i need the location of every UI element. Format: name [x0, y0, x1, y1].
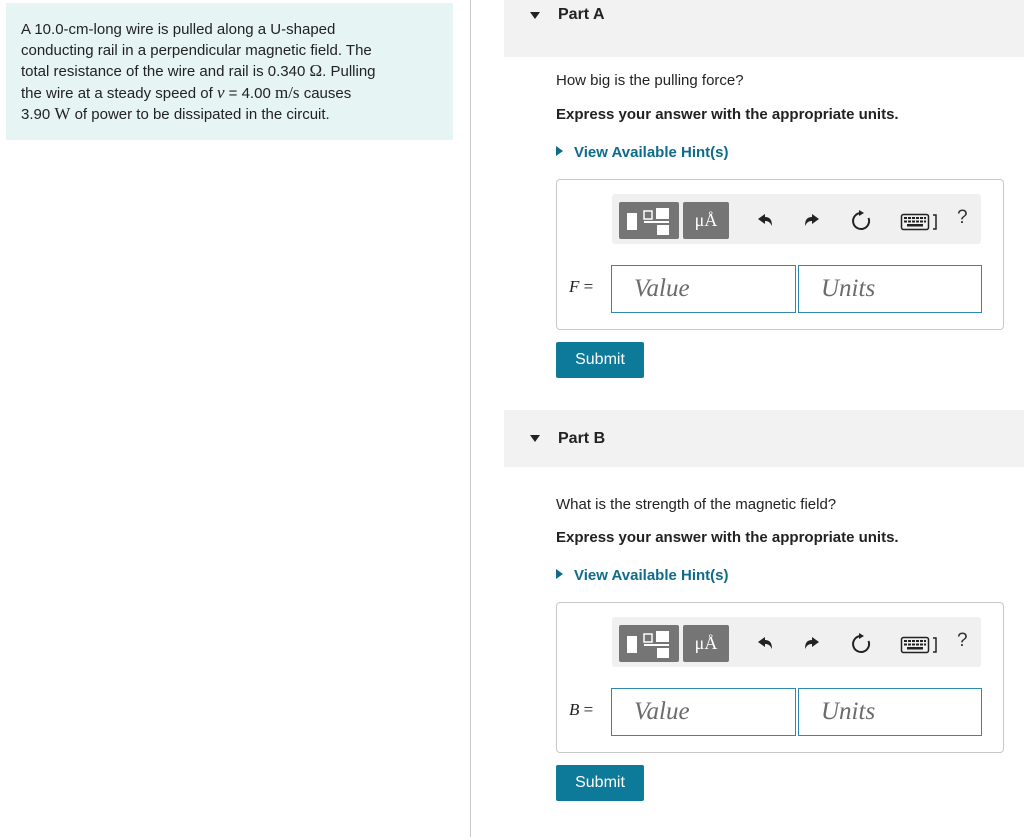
problem-statement: [6, 3, 453, 140]
redo-icon[interactable]: [798, 629, 828, 659]
variable-symbol: F: [569, 277, 580, 296]
part-b-title: Part B: [558, 430, 606, 447]
reset-icon[interactable]: [846, 206, 876, 236]
expand-triangle-icon: [556, 569, 563, 579]
value-input[interactable]: [611, 688, 796, 736]
velocity-symbol: v: [216, 82, 225, 102]
problem-text: of power to be dissipated in the circuit.: [70, 106, 330, 123]
equals-sign: =: [579, 700, 594, 719]
templates-icon[interactable]: [619, 202, 679, 239]
part-a-title: Part A: [558, 6, 605, 23]
watt-symbol: W: [54, 104, 71, 123]
collapse-caret-icon[interactable]: [530, 12, 540, 19]
part-a-header[interactable]: [504, 0, 1024, 57]
problem-text: the wire at a steady speed of: [21, 84, 217, 102]
part-b-hint-link[interactable]: [556, 567, 729, 584]
expand-triangle-icon: [556, 146, 563, 156]
problem-line: [21, 83, 439, 105]
part-b-answer-box: [556, 602, 1004, 753]
part-b-instruction: Express your answer with the appropriate units.: [556, 529, 899, 546]
problem-text: 3.90: [21, 106, 55, 123]
problem-text: . Pulling: [322, 63, 376, 80]
units-input[interactable]: [798, 265, 982, 313]
speed-unit: m/s: [274, 82, 300, 102]
problem-line: [21, 61, 439, 83]
part-a-answer-box: [556, 179, 1004, 330]
variable-symbol: B: [569, 700, 580, 719]
problem-line: [21, 20, 439, 41]
undo-icon[interactable]: [749, 629, 779, 659]
help-icon[interactable]: ?: [957, 630, 968, 651]
math-toolbar: [612, 617, 981, 667]
keyboard-icon[interactable]: [900, 209, 944, 235]
part-b-question: What is the strength of the magnetic field?: [556, 496, 837, 513]
part-a-instruction: Express your answer with the appropriate units.: [556, 106, 899, 123]
hint-label: View Available Hint(s): [574, 567, 729, 584]
part-b-header[interactable]: [504, 410, 1024, 467]
part-a-hint-link[interactable]: [556, 144, 729, 161]
problem-text: causes: [299, 84, 352, 102]
equals-sign: =: [579, 277, 594, 296]
problem-text: A 10.0-cm-long wire is pulled along a U-shaped: [21, 21, 336, 38]
hint-label: View Available Hint(s): [574, 144, 729, 161]
column-divider: [470, 0, 471, 837]
problem-text: total resistance of the wire and rail is 0.340: [21, 63, 310, 80]
units-icon[interactable]: μÅ: [683, 625, 729, 662]
variable-label: [569, 277, 593, 297]
templates-icon[interactable]: [619, 625, 679, 662]
value-input[interactable]: [611, 265, 796, 313]
problem-line: [21, 104, 439, 126]
problem-text: = 4.00: [224, 84, 275, 102]
keyboard-icon[interactable]: [900, 632, 944, 658]
units-icon[interactable]: μÅ: [683, 202, 729, 239]
variable-label: [569, 700, 593, 720]
redo-icon[interactable]: [798, 206, 828, 236]
undo-icon[interactable]: [749, 206, 779, 236]
problem-line: [21, 41, 439, 62]
help-icon[interactable]: ?: [957, 207, 968, 228]
collapse-caret-icon[interactable]: [530, 435, 540, 442]
problem-text: conducting rail in a perpendicular magnetic field. The: [21, 41, 372, 59]
ohm-symbol: Ω: [309, 61, 323, 80]
part-a-question: How big is the pulling force?: [556, 72, 744, 89]
reset-icon[interactable]: [846, 629, 876, 659]
submit-button[interactable]: Submit: [556, 342, 644, 378]
math-toolbar: [612, 194, 981, 244]
units-input[interactable]: [798, 688, 982, 736]
submit-button[interactable]: Submit: [556, 765, 644, 801]
